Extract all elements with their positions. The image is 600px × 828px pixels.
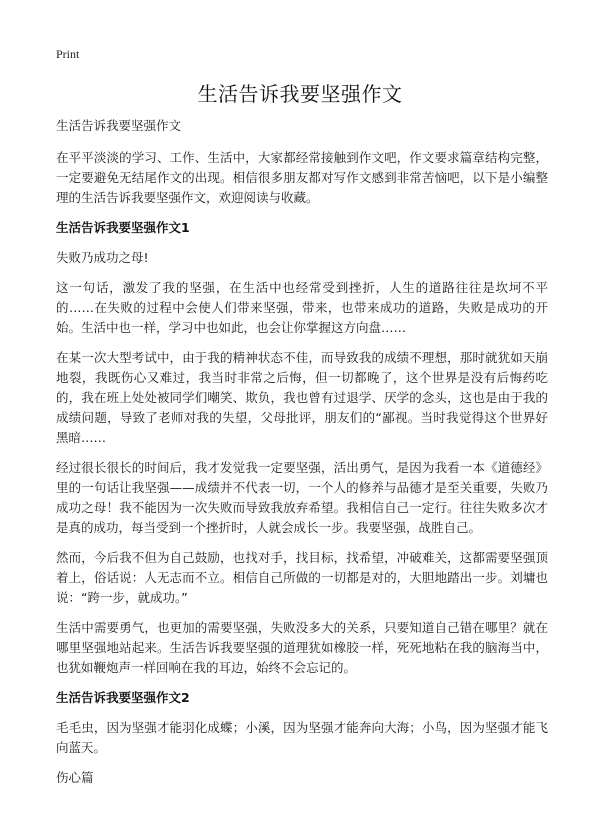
essay-1-paragraph: 然而，今后我不但为自己鼓励，也找对手，找目标，找希望，冲破难关，这都需要坚强顶着上，俗话说：人无志而不立。相信自己所做的一切都是对的，大胆地踏出一步。刘墉也说：“跨一步，就成功。” <box>56 550 548 605</box>
essay-1-paragraph: 这一句话，激发了我的坚强，在生活中也经常受到挫折，人生的道路往往是坎坷不平的……在失败的过程中会使人们带来坚强，带来，也带来成功的道路，失败是成功的开始。生活中也一样，学习中也如此，也会让你掌握这方向盘…… <box>56 280 548 335</box>
essay-1-paragraph: 失败乃成功之母! <box>56 250 149 265</box>
intro-paragraph: 在平平淡淡的学习、工作、生活中，大家都经常接触到作文吧，作文要求篇章结构完整，一定要避免无结尾作文的出现。相信很多朋友都对写作文感到非常苦恼吧，以下是小编整理的生活告诉我要坚强作文，欢迎阅读与收藏。 <box>56 150 548 205</box>
essay-1-heading: 生活告诉我要坚强作文1 <box>56 220 190 235</box>
article-body <box>56 116 548 798</box>
essay-2-paragraph: 毛毛虫，因为坚强才能羽化成蝶；小溪，因为坚强才能奔向大海；小鸟，因为坚强才能飞向蓝天。 <box>56 720 548 755</box>
essay-1-paragraph: 生活中需要勇气，也更加的需要坚强，失败没多大的关系，只要知道自己错在哪里？就在哪里坚强地站起来。生活告诉我要坚强的道理犹如橡胶一样，死死地粘在我的脑海当中，也犹如鞭炮声一样回响在我的耳边，始终不会忘记的。 <box>56 620 548 675</box>
essay-1-paragraph: 经过很长很长的时间后，我才发觉我一定要坚强，活出勇气，是因为我看一本《道德经》里的一句话让我坚强——成绩并不代表一切，一个人的修养与品德才是至关重要，失败乃成功之母！我不能因为一次失败而导致我放弃希望。我相信自己一定行。往往失败多次才是真的成功，每当受到一个挫折时，人就会成长一步。我要坚强，战胜自己。 <box>56 460 548 535</box>
print-link[interactable]: Print <box>56 47 80 61</box>
essay-2-heading: 生活告诉我要坚强作文2 <box>56 690 190 705</box>
page-title: 生活告诉我要坚强作文 <box>197 82 403 106</box>
essay-2-paragraph: 伤心篇 <box>56 770 94 785</box>
essay-1-paragraph: 在某一次大型考试中，由于我的精神状态不佳，而导致我的成绩不理想，那时就犹如天崩地裂，我既伤心又难过，我当时非常之后悔，但一切都晚了，这个世界是没有后悔药吃的，我在班上处处被同学们嘲笑、欺负，我也曾有过退学、厌学的念头，这也是由于我的成绩问题，导致了老师对我的失望，父母批评，朋友们的“鄙视。当时我觉得这个世界好黑暗…… <box>56 350 548 445</box>
article-subtitle: 生活告诉我要坚强作文 <box>56 118 182 133</box>
